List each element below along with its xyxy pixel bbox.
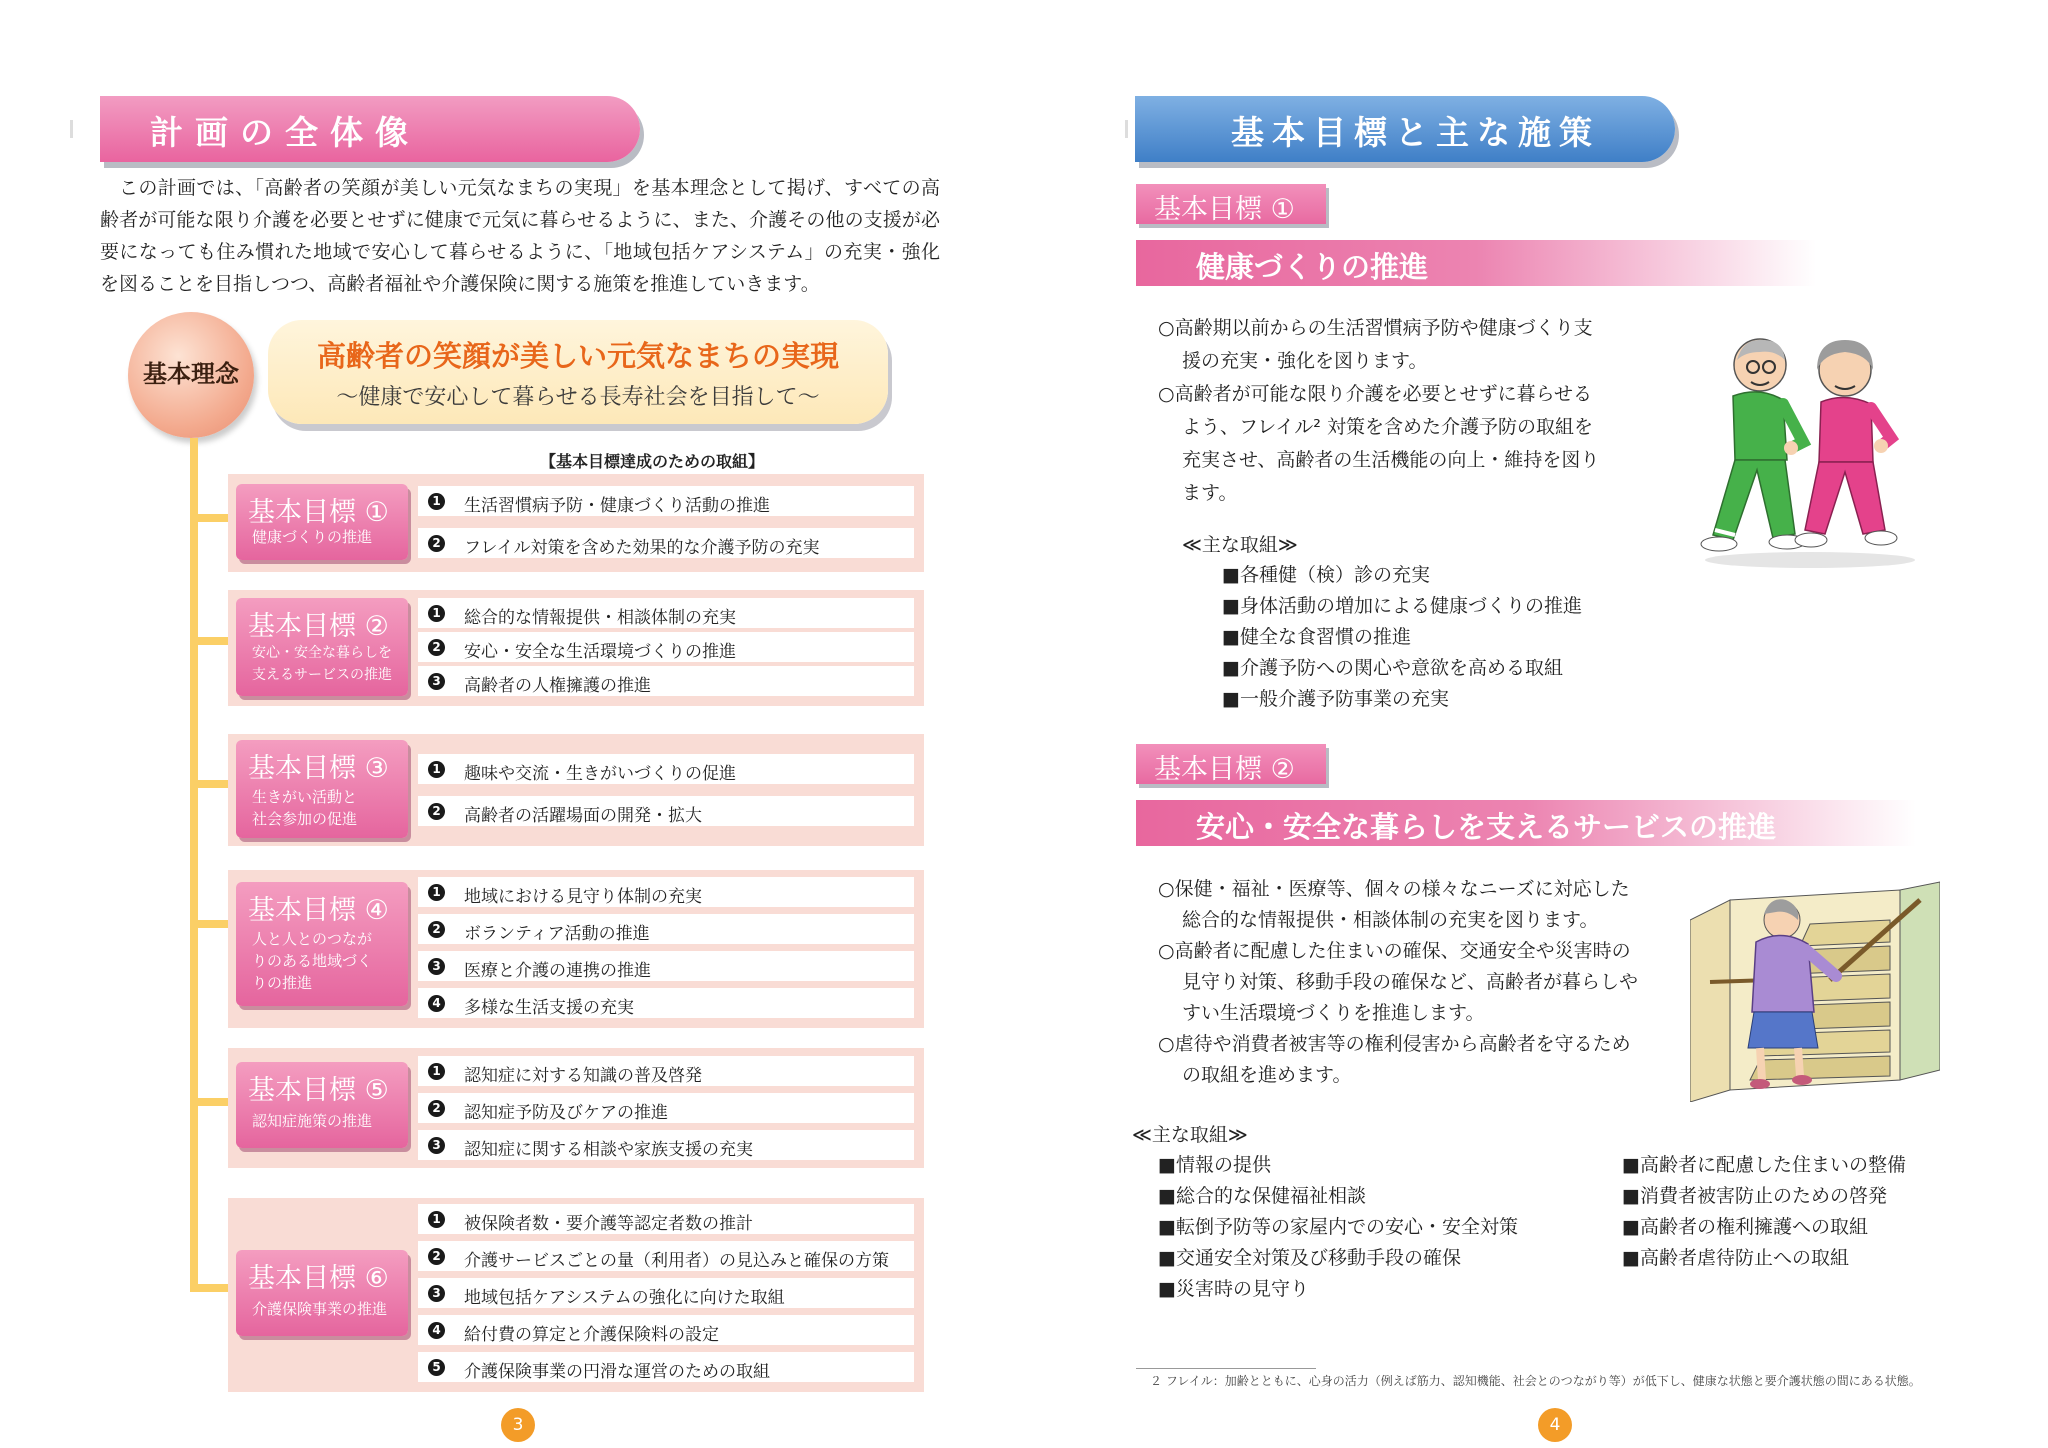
goal-sub-1: 健康づくりの推進 [252,528,373,546]
motto-sub-text: ～健康で安心して暮らせる長寿社会を目指して～ [336,385,820,410]
goal-2-item: 2 安心・安全な生活環境づくりの推進 [418,632,914,662]
goal-tag-1: 基本目標 ① [1136,184,1326,224]
goal-sub-4: 人と人とのつなが りのある地域づく りの推進 [252,930,373,992]
page-number-left: 3 [501,1408,535,1442]
goal-4-item: 1 地域における見守り体制の充実 [418,877,914,907]
goal-1-main-items: ■各種健（検）診の充実 ■身体活動の増加による健康づくりの推進 ■健全な食習慣の推進 ■介護予防への関心や意欲を高める取組 ■一般介護予防事業の充実 [1222,564,1582,710]
number-badge: 3 [428,673,445,690]
tree-branch [190,920,230,928]
goal-box-1 [236,484,408,560]
goal-1-title: 健康づくりの推進 [1196,250,1429,284]
footnote-divider [1136,1368,1316,1369]
goal-5-item: 3 認知症に関する相談や家族支援の充実 [418,1130,914,1160]
goal-2-title: 安心・安全な暮らしを支えるサービスの推進 [1196,810,1777,844]
number-badge: 4 [428,995,445,1012]
number-badge: 2 [428,639,445,656]
tree-branch [190,1098,230,1106]
tree-branch [190,1284,230,1292]
page-edge-mark [70,120,73,138]
number-badge: 1 [428,761,445,778]
goal-2-title-bar [1136,800,1916,846]
goal-1-item: 1 生活習慣病予防・健康づくり活動の推進 [418,486,914,516]
stairs-handrail-illustration [1690,880,1940,1102]
goal-2-description: ○保健・福祉・医療等、個々の様々なニーズに対応した 総合的な情報提供・相談体制の充実を図ります。 ○高齢者に配慮した住まいの確保、交通安全や災害時の 見守り対策、移動手段の確保など、高齢者が暮らしや すい生活環境づくりを推進します。 ○虐待や消費者被害等の権利侵害から高齢者を守るため の取組を進めます。 [1158,878,1639,1086]
goal-5-item: 2 認知症予防及びケアの推進 [418,1093,914,1123]
number-badge: 1 [428,605,445,622]
kihon-rinen-circle [128,312,254,438]
number-badge: 1 [428,493,445,510]
goal-5-item: 1 認知症に対する知識の普及啓発 [418,1056,914,1086]
number-badge: 2 [428,803,445,820]
goal-box-2 [236,598,408,696]
page-number-right: 4 [1538,1408,1572,1442]
goal-title-1: 基本目標 ① [248,497,389,528]
number-badge: 3 [428,1285,445,1302]
walking-couple-illustration [1695,330,1925,570]
right-header-banner [1135,96,1675,162]
goal-box-6 [236,1250,408,1336]
goal-2-main-items-left: ■情報の提供 ■総合的な保健福祉相談 ■転倒予防等の家屋内での安心・安全対策 ■交通安全対策及び移動手段の確保 ■災害時の見守り [1158,1154,1518,1300]
goal-4-item: 4 多様な生活支援の充実 [418,988,914,1018]
goal-6-item: 2 介護サービスごとの量（利用者）の見込みと確保の方策 [418,1241,914,1271]
number-badge: 2 [428,921,445,938]
right-header-title: 基本目標と主な施策 [1231,113,1600,152]
number-badge: 2 [428,1100,445,1117]
goal-title-4: 基本目標 ④ [248,895,389,926]
goal-title-5: 基本目標 ⑤ [248,1075,389,1106]
goal-1-item: 2 フレイル対策を含めた効果的な介護予防の充実 [418,528,914,558]
goal-box-4 [236,882,408,1006]
page-edge-mark [1125,120,1128,138]
goal-2-item: 3 高齢者の人権擁護の推進 [418,666,914,696]
number-badge: 2 [428,535,445,552]
intro-text: この計画では、「高齢者の笑顔が美しい元気なまちの実現」を基本理念として掲げ、すべての高齢者が可能な限り介護を必要とせずに健康で元気に暮らせるように、また、介護その他の支援が必要になっても住み慣れた地域で安心して暮らせるように、「地域包括ケアシステム」の充実・強化を図ることを目指しつつ、高齢者福祉や介護保険に関する施策を推進していきます。 [100,177,940,295]
goal-4-item: 2 ボランティア活動の推進 [418,914,914,944]
torikumi-title: 【基本目標達成のための取組】 [540,452,765,471]
goal-sub-5: 認知症施策の推進 [252,1112,373,1130]
tree-trunk-line [190,438,198,1288]
goal-6-item: 5 介護保険事業の円滑な運営のための取組 [418,1352,914,1382]
goal-4-item: 3 医療と介護の連携の推進 [418,951,914,981]
number-badge: 1 [428,884,445,901]
footnote: ２ フレイル：加齢とともに、心身の活力（例えば筋力、認知機能、社会とのつながり等）が低下し、健康な状態と要介護状態の間にある状態。 [1150,1374,1921,1388]
tree-branch [190,637,230,645]
goal-6-item: 4 給付費の算定と介護保険料の設定 [418,1315,914,1345]
number-badge: 4 [428,1322,445,1339]
motto-box [268,320,888,424]
tree-branch [190,780,230,788]
goal-3-item: 2 高齢者の活躍場面の開発・拡大 [418,796,914,826]
number-badge: 1 [428,1063,445,1080]
goal-title-3: 基本目標 ③ [248,753,389,784]
goal-1-title-bar [1136,240,1816,286]
goal-2-main-items-right: ■高齢者に配慮した住まいの整備 ■消費者被害防止のための啓発 ■高齢者の権利擁護への取組 ■高齢者虐待防止への取組 [1622,1154,1906,1269]
goal-tag-2: 基本目標 ② [1136,744,1326,784]
kihon-rinen-label: 基本理念 [143,360,239,388]
goal-title-2: 基本目標 ② [248,611,389,642]
number-badge: 1 [428,1211,445,1228]
goal-sub-6: 介護保険事業の推進 [252,1300,388,1318]
goal-box-5 [236,1062,408,1148]
goal-3-item: 1 趣味や交流・生きがいづくりの促進 [418,754,914,784]
tree-branch [190,514,230,522]
goal-2-item: 1 総合的な情報提供・相談体制の充実 [418,598,914,628]
number-badge: 3 [428,958,445,975]
goal-6-item: 1 被保険者数・要介護等認定者数の推計 [418,1204,914,1234]
goal-1-shuna-torikumi: ≪主な取組≫ [1182,534,1298,556]
goal-sub-3: 生きがい活動と 社会参加の促進 [252,788,358,828]
goal-title-6: 基本目標 ⑥ [248,1263,389,1294]
goal-sub-2: 安心・安全な暮らしを 支えるサービスの推進 [252,645,392,683]
intro-paragraph [100,172,940,300]
left-header-title: 計画の全体像 [150,113,420,152]
motto-main-text: 高齢者の笑顔が美しい元気なまちの実現 [316,339,839,373]
goal-1-description: ○高齢期以前からの生活習慣病予防や健康づくり支 援の充実・強化を図ります。 ○高齢者が可能な限り介護を必要とせずに暮らせる よう、フレイル² 対策を含めた介護予防の取組を 充実させ、高齢者の生活機能の向上・維持を図り ます。 [1158,317,1600,504]
goal-2-shuna-torikumi: ≪主な取組≫ [1132,1124,1248,1146]
goal-6-item: 3 地域包括ケアシステムの強化に向けた取組 [418,1278,914,1308]
left-header-banner [100,96,640,162]
number-badge: 5 [428,1359,445,1376]
goal-box-3 [236,740,408,838]
number-badge: 3 [428,1137,445,1154]
number-badge: 2 [428,1248,445,1265]
